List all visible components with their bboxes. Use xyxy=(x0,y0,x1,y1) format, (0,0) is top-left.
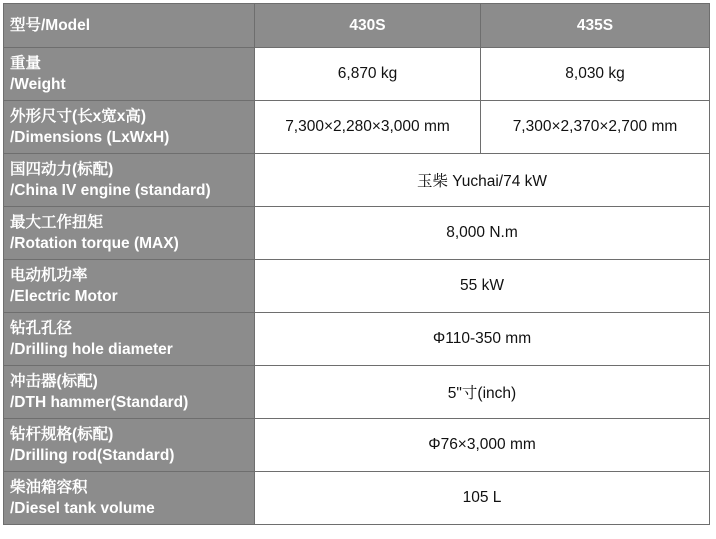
row-label-en: /Rotation torque (MAX) xyxy=(10,235,179,252)
row-label-cn: 钻杆规格(标配) xyxy=(10,426,114,443)
dimensions-435s-value: 7,300×2,370×2,700 mm xyxy=(481,101,710,154)
row-label-en: /DTH hammer(Standard) xyxy=(10,394,189,411)
row-label-cn: 钻孔孔径 xyxy=(10,320,73,337)
row-label xyxy=(4,472,255,525)
weight-435s-value: 8,030 kg xyxy=(481,48,710,101)
row-label-en: /Electric Motor xyxy=(10,288,118,305)
torque-value: 8,000 N.m xyxy=(255,207,710,260)
weight-430s-value: 6,870 kg xyxy=(255,48,481,101)
row-label-cn: 外形尺寸(长x宽x高) xyxy=(10,108,147,125)
table-header-row xyxy=(4,4,710,48)
hammer-value: 5"寸(inch) xyxy=(255,366,710,419)
row-label-en: /Weight xyxy=(10,76,66,93)
table-row-hammer xyxy=(4,366,710,419)
table-row-hole-diameter xyxy=(4,313,710,366)
model-430s-header: 430S xyxy=(255,4,481,48)
spec-table xyxy=(3,3,710,525)
table-row-weight xyxy=(4,48,710,101)
table-row-diesel-tank xyxy=(4,472,710,525)
row-label-cn: 最大工作扭矩 xyxy=(10,214,104,231)
row-label xyxy=(4,154,255,207)
table-row-motor xyxy=(4,260,710,313)
table-row-torque xyxy=(4,207,710,260)
drill-rod-value: Φ76×3,000 mm xyxy=(255,419,710,472)
table-row-engine xyxy=(4,154,710,207)
row-label xyxy=(4,313,255,366)
row-label-en: /Diesel tank volume xyxy=(10,500,155,517)
row-label xyxy=(4,260,255,313)
row-label-en: /China IV engine (standard) xyxy=(10,182,211,199)
row-label-en: /Drilling hole diameter xyxy=(10,341,173,358)
row-label-cn: 柴油箱容积 xyxy=(10,479,88,496)
row-label-en: /Dimensions (LxWxH) xyxy=(10,129,170,146)
motor-value: 55 kW xyxy=(255,260,710,313)
row-label-cn: 电动机功率 xyxy=(10,267,88,284)
table-row-drill-rod xyxy=(4,419,710,472)
row-label xyxy=(4,419,255,472)
dimensions-430s-value: 7,300×2,280×3,000 mm xyxy=(255,101,481,154)
model-435s-header: 435S xyxy=(481,4,710,48)
row-label-en: /Drilling rod(Standard) xyxy=(10,447,175,464)
row-label-cn: 冲击器(标配) xyxy=(10,373,98,390)
model-header-label: 型号/Model xyxy=(4,4,255,48)
row-label xyxy=(4,366,255,419)
row-label xyxy=(4,48,255,101)
row-label-cn: 国四动力(标配) xyxy=(10,161,114,178)
row-label xyxy=(4,101,255,154)
table-row-dimensions xyxy=(4,101,710,154)
diesel-tank-value: 105 L xyxy=(255,472,710,525)
engine-value: 玉柴 Yuchai/74 kW xyxy=(255,154,710,207)
hole-diameter-value: Φ110-350 mm xyxy=(255,313,710,366)
row-label xyxy=(4,207,255,260)
row-label-cn: 重量 xyxy=(10,55,42,72)
